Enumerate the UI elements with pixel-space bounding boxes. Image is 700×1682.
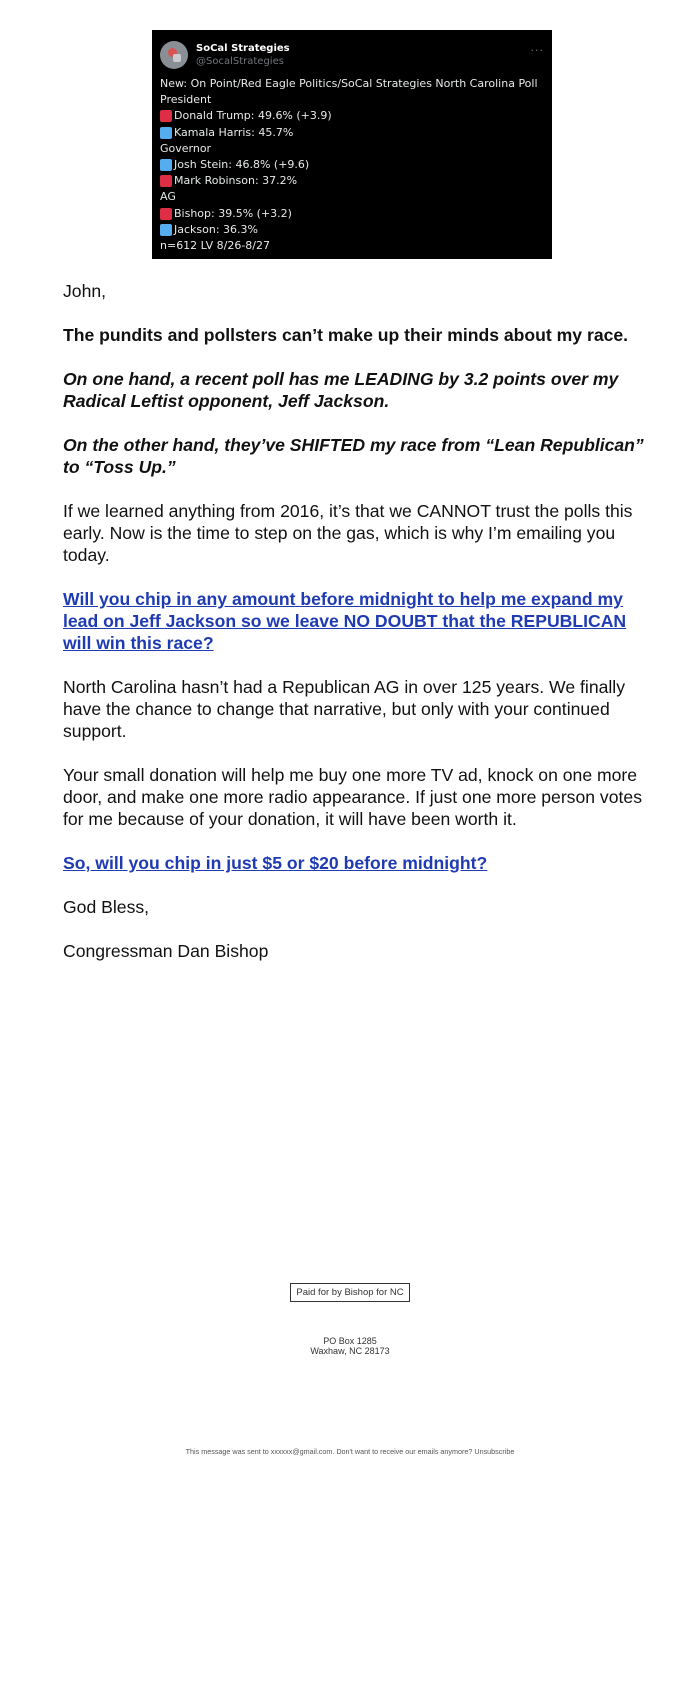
closing: God Bless, (63, 897, 150, 917)
poll-row: Kamala Harris: 45.7% (160, 125, 544, 141)
poll-row: Josh Stein: 46.8% (+9.6) (160, 157, 544, 173)
poll-row: Bishop: 39.5% (+3.2) (160, 206, 544, 222)
donate-link-secondary[interactable]: So, will you chip in just $5 or $20 before midnight? (63, 853, 488, 873)
signature: Congressman Dan Bishop (63, 941, 269, 961)
footer-notice-text: This message was sent to xxxxxx@gmail.com. Don't want to receive our emails anymore? (185, 1447, 473, 1456)
poll-tweet-card (152, 30, 552, 259)
section-title-ag: AG (160, 190, 176, 204)
poll-row: Jackson: 36.3% (160, 222, 544, 238)
tweet-display-name: SoCal Strategies (196, 43, 290, 54)
poll-row: Donald Trump: 49.6% (+3.9) (160, 108, 544, 124)
red-square-icon (160, 175, 172, 187)
intro-paragraph: The pundits and pollsters can’t make up their minds about my race. (63, 325, 629, 345)
poll-row: Mark Robinson: 37.2% (160, 173, 544, 189)
email-body (63, 280, 648, 984)
donation-impact-paragraph: Your small donation will help me buy one more TV ad, knock on one more door, and make one more radio appearance. If just one more person votes for me because of your donation, it will have been worth it. (63, 765, 642, 829)
cta-paragraph-1 (63, 588, 648, 654)
greeting: John, (63, 281, 107, 301)
poll-lead-paragraph: On one hand, a recent poll has me LEADING by 3.2 points over my Radical Leftist opponent, Jeff Jackson. (63, 369, 619, 411)
avatar (160, 41, 188, 69)
red-square-icon (160, 110, 172, 122)
history-paragraph: North Carolina hasn’t had a Republican AG in over 125 years. We finally have the chance to change that narrative, but only with your continued support. (63, 677, 626, 741)
blue-square-icon (160, 224, 172, 236)
red-square-icon (160, 208, 172, 220)
tweet-footnote: n=612 LV 8/26-8/27 (160, 238, 270, 252)
tweet-header (160, 40, 544, 70)
tweet-author (196, 42, 290, 68)
address-line-2: Waxhaw, NC 28173 (310, 1346, 390, 1356)
blue-square-icon (160, 159, 172, 171)
tweet-headline: New: On Point/Red Eagle Politics/SoCal Strategies North Carolina Poll (160, 77, 538, 90)
footer-notice (100, 1447, 600, 1456)
polls-warning-paragraph: If we learned anything from 2016, it’s that we CANNOT trust the polls this early. Now is the time to step on the gas, which is why I’m emailing you today. (63, 501, 633, 565)
more-horizontal-icon: ··· (530, 43, 544, 57)
address-line-1: PO Box 1285 (323, 1336, 377, 1346)
section-title-president: President (160, 93, 212, 107)
race-shift-paragraph: On the other hand, they’ve SHIFTED my race from “Lean Republican” to “Toss Up.” (63, 435, 644, 477)
paid-for-disclaimer: Paid for by Bishop for NC (290, 1283, 410, 1302)
section-title-governor: Governor (160, 141, 212, 155)
unsubscribe-link[interactable]: Unsubscribe (474, 1447, 515, 1456)
tweet-body (160, 76, 544, 254)
mailing-address (250, 1336, 450, 1356)
cta-paragraph-2 (63, 852, 648, 874)
donate-link-primary[interactable]: Will you chip in any amount before midnight to help me expand my lead on Jeff Jackson so we leave NO DOUBT that the REPUBLICAN will win this race? (63, 589, 627, 653)
tweet-handle: @SocalStrategies (196, 56, 284, 67)
blue-square-icon (160, 127, 172, 139)
